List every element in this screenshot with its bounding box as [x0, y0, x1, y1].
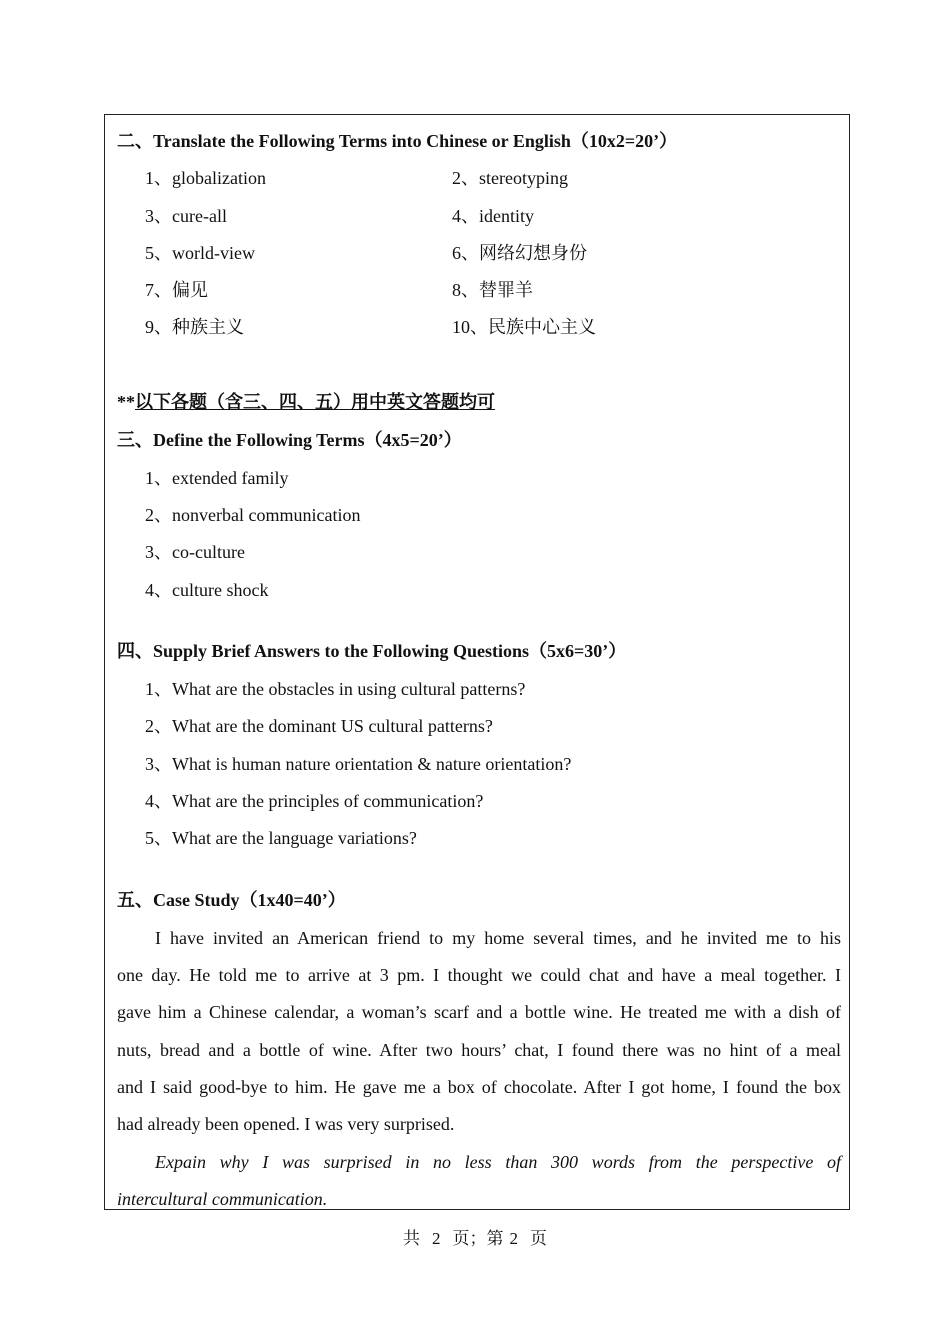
define-item-2: 2、nonverbal communication	[145, 505, 361, 525]
footer-page: 2	[509, 1229, 518, 1248]
define-item-4: 4、culture shock	[145, 580, 269, 600]
question-2: 2、What are the dominant US cultural patterns?	[145, 716, 493, 736]
term-3: 3、cure-all	[145, 206, 227, 226]
section3-heading: 三、Define the Following Terms（4x5=20’）	[117, 430, 462, 450]
question-1: 1、What are the obstacles in using cultural patterns?	[145, 679, 526, 699]
question-4: 4、What are the principles of communication?	[145, 791, 484, 811]
define-item-1: 1、extended family	[145, 468, 289, 488]
case-line-6: had already been opened. I was very surprised.	[117, 1114, 455, 1134]
term-6: 6、网络幻想身份	[452, 243, 587, 263]
footer-page-suffix: 页	[530, 1229, 547, 1248]
term-4: 4、identity	[452, 206, 534, 226]
term-2: 2、stereotyping	[452, 168, 568, 188]
footer-total: 2	[432, 1229, 441, 1248]
answer-language-note	[117, 391, 495, 413]
term-10: 10、民族中心主义	[452, 317, 596, 337]
instruction-line-2: intercultural communication.	[117, 1189, 328, 1209]
case-line-3: gave him a Chinese calendar, a woman’s scarf and a bottle wine. He treated me with a dish of	[117, 1002, 841, 1022]
term-1: 1、globalization	[145, 168, 266, 188]
case-line-2: one day. He told me to arrive at 3 pm. I thought we could chat and have a meal together. I	[117, 965, 841, 985]
term-5: 5、world-view	[145, 243, 255, 263]
question-5: 5、What are the language variations?	[145, 828, 417, 848]
term-8: 8、替罪羊	[452, 280, 533, 300]
question-3: 3、What is human nature orientation & nature orientation?	[145, 754, 572, 774]
instruction-line-1: Expain why I was surprised in no less than 300 words from the perspective of	[155, 1152, 841, 1172]
section5-heading: 五、Case Study（1x40=40’）	[117, 890, 346, 910]
note-text: 以下各题（含三、四、五）用中英文答题均可	[135, 392, 495, 412]
footer-total-label: 共	[403, 1229, 420, 1248]
section4-heading: 四、Supply Brief Answers to the Following Questions（5x6=30’）	[117, 641, 627, 661]
define-item-3: 3、co-culture	[145, 542, 245, 562]
case-line-5: and I said good-bye to him. He gave me a box of chocolate. After I got home, I found the box	[117, 1077, 841, 1097]
case-line-4: nuts, bread and a bottle of wine. After two hours’ chat, I found there was no hint of a meal	[117, 1040, 841, 1060]
page-footer	[0, 1229, 950, 1249]
case-line-1: I have invited an American friend to my home several times, and he invited me to his	[155, 928, 841, 948]
note-prefix: **	[117, 392, 135, 412]
footer-page-unit: 页；第	[452, 1229, 504, 1248]
section2-heading: 二、Translate the Following Terms into Chinese or English（10x2=20’）	[117, 131, 678, 151]
term-7: 7、偏见	[145, 280, 208, 300]
term-9: 9、种族主义	[145, 317, 244, 337]
